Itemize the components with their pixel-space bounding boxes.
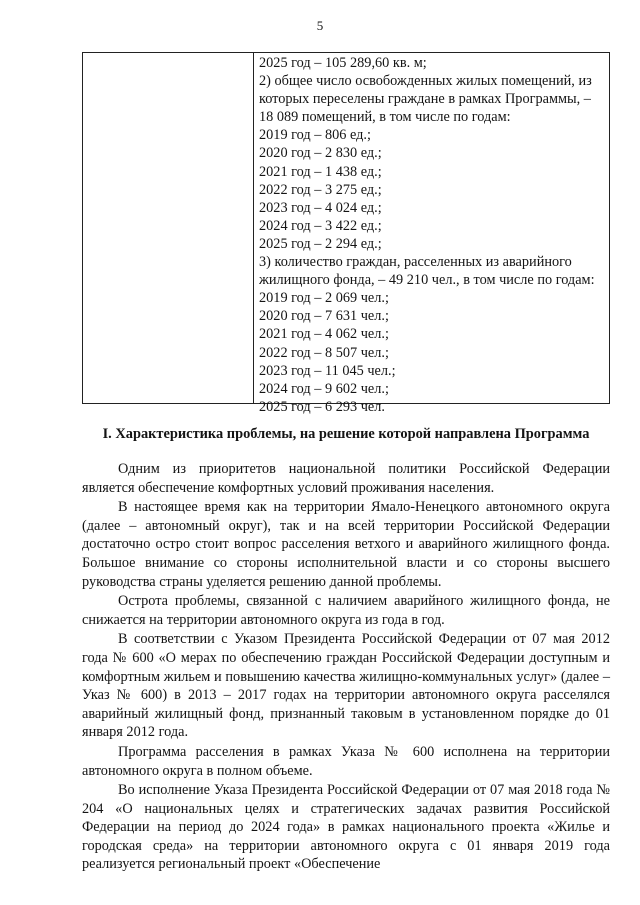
- table-right-cell: [259, 54, 605, 416]
- table-line: 2019 год – 806 ед.;: [259, 127, 371, 144]
- table-line: 2023 год – 4 024 ед.;: [259, 199, 382, 216]
- table-column-divider: [253, 53, 254, 403]
- table-line: 2019 год – 2 069 чел.;: [259, 290, 389, 307]
- section-heading: I. Характеристика проблемы, на решение которой направлена Программа: [102, 426, 590, 442]
- passport-table: [82, 52, 610, 415]
- table-line: 2022 год – 8 507 чел.;: [259, 344, 389, 361]
- page-number: 5: [316, 18, 324, 33]
- table-line: 2025 год – 105 289,60 кв. м;: [259, 55, 427, 71]
- table-line: 2022 год – 3 275 ед.;: [259, 181, 382, 198]
- paragraph: Острота проблемы, связанной с наличием аварийного жилищного фонда, не снижается на территории автономного округа из года в год.: [82, 593, 610, 628]
- table-line: 2024 год – 3 422 ед.;: [259, 217, 382, 234]
- table-line: 3) количество граждан, расселенных из аварийного жилищного фонда, – 49 210 чел., в том числе по годам:: [259, 254, 595, 289]
- table-line: 2020 год – 7 631 чел.;: [259, 308, 389, 325]
- paragraph: В настоящее время как на территории Ямало-Ненецкого автономного округа (далее – автономный округ), так и на всей территории Российской Федерации достаточно остро стоит вопрос расселения ветхого и аварийного жилищного фонда. Большое внимание со стороны исполнительной власти и со стороны высшего руководства страны уделяется решению данной проблемы.: [82, 499, 610, 590]
- table-line: 2) общее число освобожденных жилых помещений, из которых переселены граждане в рамках Программы, – 18 089 помещений, в том числе по годам:: [259, 73, 592, 126]
- table-line: 2021 год – 4 062 чел.;: [259, 326, 389, 343]
- body-text: [82, 460, 610, 875]
- table-line: 2025 год – 6 293 чел.: [259, 398, 385, 415]
- table-line: 2020 год – 2 830 ед.;: [259, 145, 382, 162]
- table-line: 2023 год – 11 045 чел.;: [259, 362, 396, 379]
- table-line: 2021 год – 1 438 ед.;: [259, 163, 382, 180]
- table-line: 2024 год – 9 602 чел.;: [259, 380, 389, 397]
- paragraph: Программа расселения в рамках Указа № 600 исполнена на территории автономного округа в полном объеме.: [82, 743, 610, 779]
- paragraph: В соответствии с Указом Президента Российской Федерации от 07 мая 2012 года № 600 «О мерах по обеспечению граждан Российской Федерации доступным и комфортным жильем и повышению качества жилищно-коммунальных услуг» (далее – Указ № 600) в 2013 – 2017 годах на территории автономного округа расселялся аварийный жилищный фонд, признанный таковым в установленном порядке до 01 января 2012 года.: [82, 631, 610, 741]
- paragraph: Во исполнение Указа Президента Российской Федерации от 07 мая 2018 года № 204 «О национальных целях и стратегических задачах развития Российской Федерации на период до 2024 года» в рамках национального проекта «Жилье и городская среда» на территории автономного округа с 01 января 2019 года реализуется региональный проект «Обеспечение: [82, 782, 610, 873]
- table-line: 2025 год – 2 294 ед.;: [259, 235, 382, 252]
- paragraph: Одним из приоритетов национальной политики Российской Федерации является обеспечение комфортных условий проживания населения.: [82, 461, 610, 496]
